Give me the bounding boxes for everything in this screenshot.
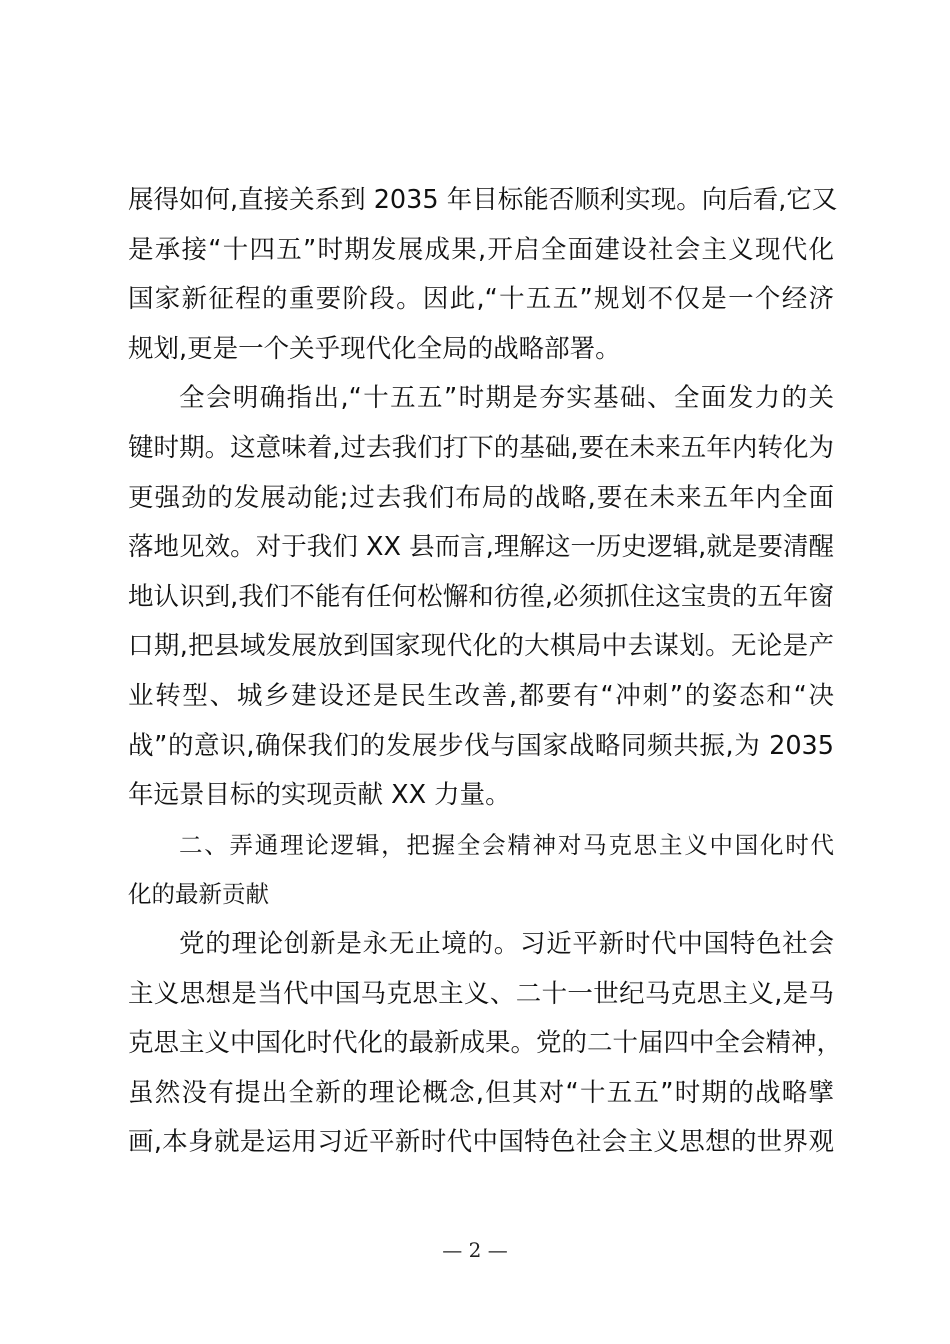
- text-line: 落地见效。对于我们 XX 县而言,理解这一历史逻辑,就是要清醒: [128, 532, 834, 563]
- heading-line: 化的最新贡献: [128, 880, 269, 909]
- text-line: 主义思想是当代中国马克思主义、二十一世纪马克思主义,是马: [128, 978, 834, 1009]
- text-line: 键时期。这意味着,过去我们打下的基础,要在未来五年内转化为: [128, 432, 834, 463]
- text-line: 画,本身就是运用习近平新时代中国特色社会主义思想的世界观: [128, 1127, 834, 1158]
- text-line: 国家新征程的重要阶段。因此,“十五五”规划不仅是一个经济: [128, 284, 834, 315]
- text-line: 年远景目标的实现贡献 XX 力量。: [128, 780, 511, 811]
- page-body: [128, 176, 843, 1168]
- text-line: 克思主义中国化时代化的最新成果。党的二十届四中全会精神，: [128, 1028, 843, 1059]
- text-line: 虽然没有提出全新的理论概念,但其对“十五五”时期的战略擘: [128, 1077, 834, 1108]
- page-number: — 2 —: [442, 1238, 508, 1262]
- paragraph-theory-innovation: [128, 920, 843, 1168]
- text-line: 展得如何,直接关系到 2035 年目标能否顺利实现。向后看,它又: [128, 185, 838, 215]
- paragraph-critical-period: [128, 374, 834, 820]
- text-line: 全会明确指出,“十五五”时期是夯实基础、全面发力的关: [179, 383, 834, 414]
- text-line: 是承接“十四五”时期发展成果,开启全面建设社会主义现代化: [128, 234, 834, 265]
- text-line: 战”的意识,确保我们的发展步伐与国家战略同频共振,为 2035: [128, 730, 834, 761]
- text-line: 地认识到,我们不能有任何松懈和彷徨,必须抓住这宝贵的五年窗: [128, 581, 834, 612]
- text-line: 业转型、城乡建设还是民生改善,都要有“冲刺”的姿态和“决: [128, 680, 834, 711]
- section-heading-two: [128, 821, 834, 920]
- text-line: 党的理论创新是永无止境的。习近平新时代中国特色社会: [179, 928, 834, 959]
- text-line: 规划,更是一个关乎现代化全局的战略部署。: [128, 333, 621, 364]
- paragraph-continuation: [128, 176, 838, 374]
- heading-line: 二、弄通理论逻辑，把握全会精神对马克思主义中国化时代: [179, 830, 834, 859]
- text-line: 更强劲的发展动能;过去我们布局的战略,要在未来五年内全面: [128, 482, 834, 513]
- text-line: 口期,把县域发展放到国家现代化的大棋局中去谋划。无论是产: [128, 631, 834, 662]
